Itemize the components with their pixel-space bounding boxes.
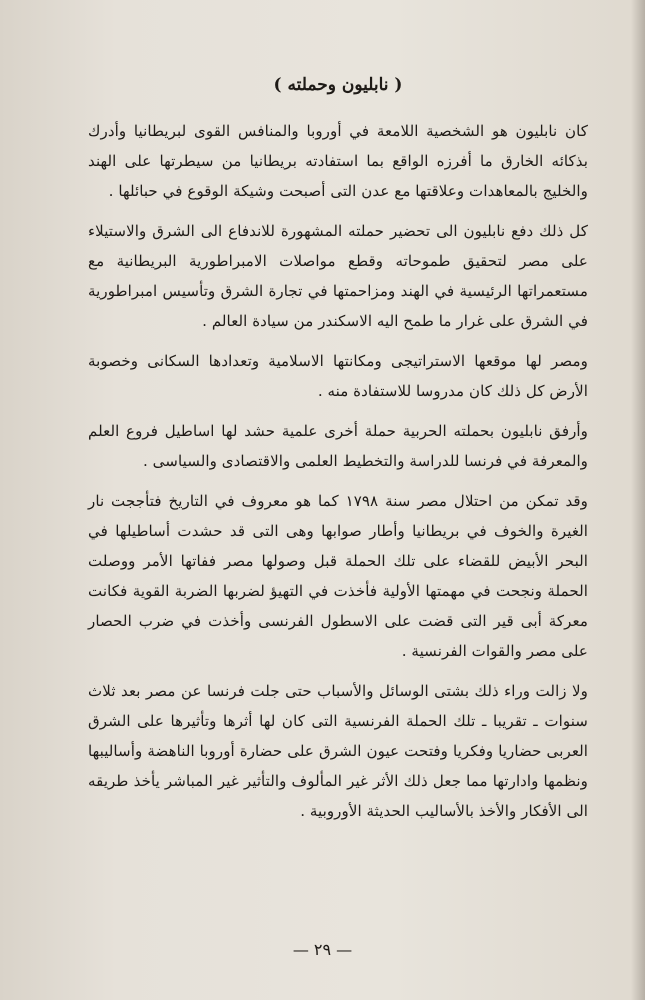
- paragraph-4: وأرفق نابليون بحملته الحربية حملة أخرى علمية حشد لها اساطيل فروع العلم والمعرفة في فرنسا للدراسة والتخطيط العلمى والاقتصادى والسياسى .: [88, 422, 588, 470]
- paragraph-1: كان نابليون هو الشخصية اللامعة في أوروبا والمنافس القوى لبريطانيا وأدرك بذكائه الخارق ما أفرزه الواقع بما استفادته بريطانيا من سيطرتها على الهند والخليج بالمعاهدات وعلاقتها مع عدن التى أصبحت وشيكة الوقوع في حبائلها .: [88, 122, 588, 200]
- paragraph-6: ولا زالت وراء ذلك بشتى الوسائل والأسباب حتى جلت فرنسا عن مصر بعد ثلاث سنوات ـ تقريبا ـ تلك الحملة الفرنسية التى كان لها أثرها وتأثيرها على الشرق العربى حضاريا وفكريا وفتحت عيون الشرق على حضارة أوروبا الناهضة وأساليبها ونظمها وادارتها مما جعل ذلك الأثر غير المألوف والتأثير غير المباشر يأخذ طريقه الى الأفكار والأخذ بالأساليب الحديثة الأوروبية .: [88, 682, 588, 820]
- paragraph-2: كل ذلك دفع نابليون الى تحضير حملته المشهورة للاندفاع الى الشرق والاستيلاء على مصر لتحقيق طموحاته وقطع مواصلات الامبراطورية البريطانية مع مستعمراتها الرئيسية في الهند ومزاحمتها في تجارة الشرق وتأسيس امبراطورية في الشرق على غرار ما طمح اليه الاسكندر من سيادة العالم .: [88, 222, 588, 330]
- page-content: [88, 70, 588, 836]
- section-title: ( نابليون وحملته ): [273, 75, 403, 95]
- paragraph-5: وقد تمكن من احتلال مصر سنة ١٧٩٨ كما هو معروف في التاريخ فتأججت نار الغيرة والخوف في بريطانيا وأطار صوابها وهى التى قد حشدت أساطيلها في البحر الأبيض للقضاء على تلك الحملة قبل وصولها مصر ففاتها الأمر ووصلت الحملة ونجحت في مهمتها الأولية فأخذت في التهيؤ لضربها الضربة القوية فكانت معركة أبى قير التى قضت على الاسطول الفرنسى وأخذت في ضرب الحصار على مصر والقوات الفرنسية .: [88, 492, 589, 660]
- paragraph-3: ومصر لها موقعها الاستراتيجى ومكانتها الاسلامية وتعدادها السكانى وخصوبة الأرض كل ذلك كان مدروسا للاستفادة منه .: [88, 352, 588, 400]
- page-spine-shadow: [631, 0, 645, 1000]
- page-number: — ٢٩ —: [292, 940, 353, 959]
